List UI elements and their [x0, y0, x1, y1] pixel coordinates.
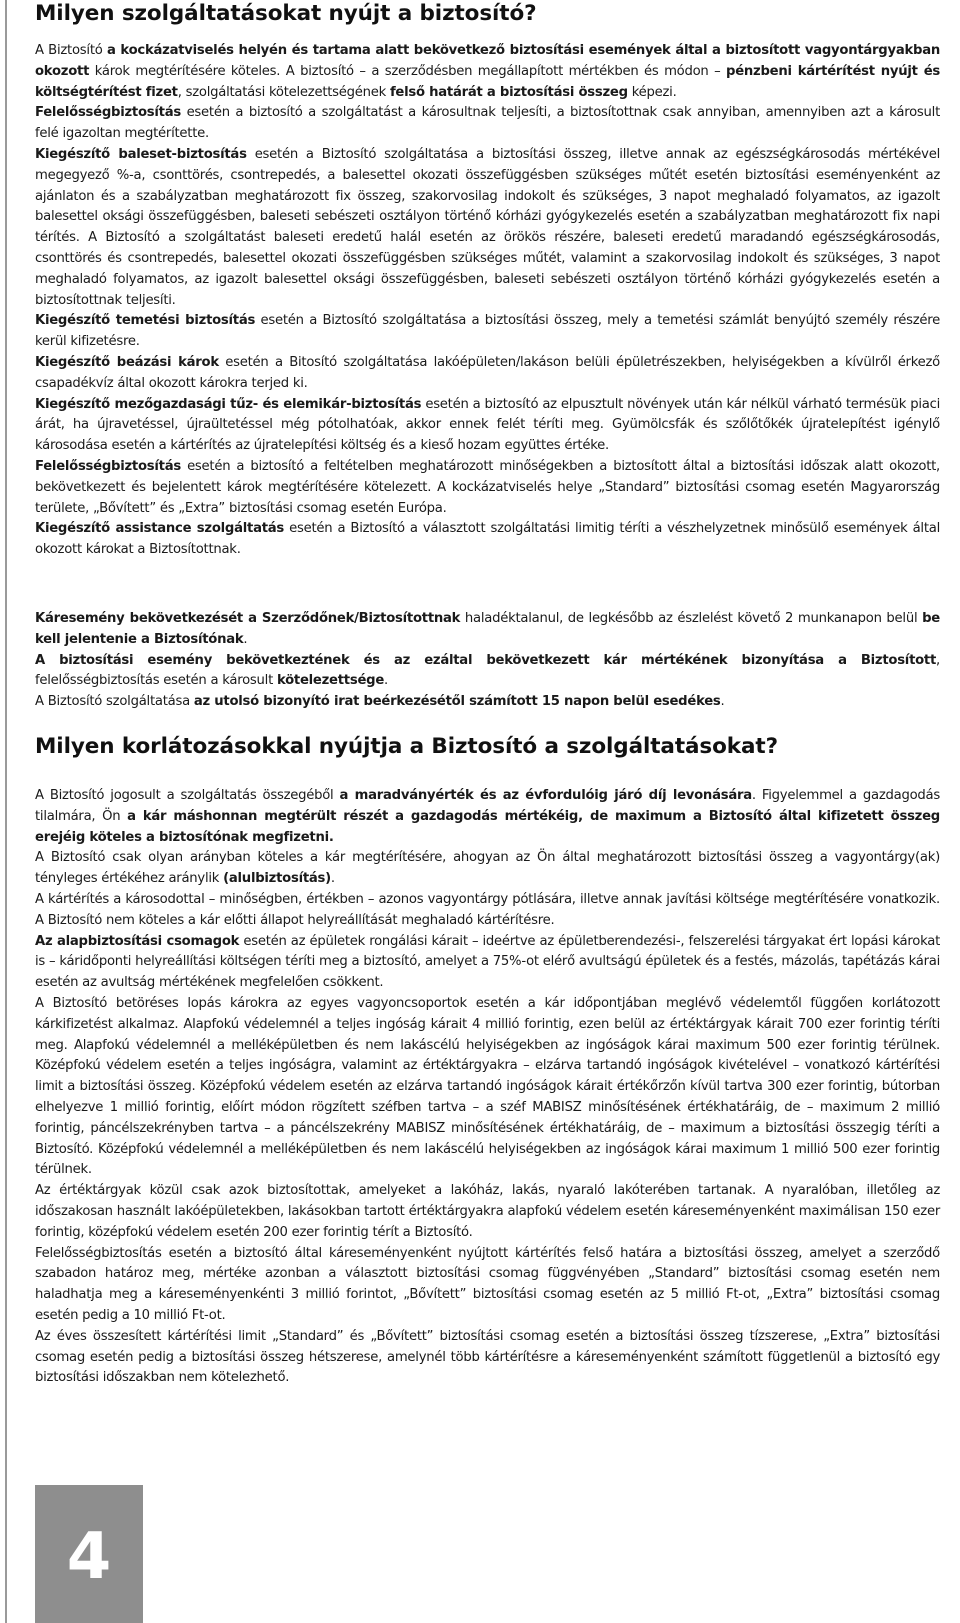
- paragraph-underinsurance: A Biztosító csak olyan arányban köteles a kár megtérítésére, ahogyan az Ön által meghatározott biztosítási összeg a vagyontárgy(ak) tényleges értékéhez aránylik (alulbiztosítás).: [35, 850, 940, 887]
- paragraph-assistance: Kiegészítő assistance szolgáltatás esetén a Biztosító a választott szolgáltatási limitig téríti a vészhelyzetnek minősülő események által okozott károkat a Biztosítottnak.: [35, 521, 940, 558]
- paragraph-replacement: A kártérítés a károsodottal – minőségben, értékben – azonos vagyontárgy pótlására, illetve annak javítási költsége megtérítésére vonatkozik. A Biztosító nem köteles a kár előtti állapot helyreállítását meghaladó kártérítésre.: [35, 891, 940, 928]
- paragraph-agricultural-insurance: Kiegészítő mezőgazdasági tűz- és elemikár-biztosítás esetén a biztosító az elpusztult növények után kár nélkül várható termésük piaci árát, ha újravetéssel, újraültetéssel még pótolhatóak, akkor ennek felét téríti meg. Gyümölcsfák és szőlőtőkék újratelepítést igénylő károsodása esetén a kártérítés az újratelepítési költség és a kieső hozam együttes értéke.: [35, 396, 940, 454]
- services-section: [35, 41, 940, 561]
- paragraph-deductions: A Biztosító jogosult a szolgáltatás összegéből a maradványérték és az évfordulóig járó díj levonására. Figyelemmel a gazdagodás tilalmára, Ön a kár máshonnan megtérült részét a gazdagodás mértékéig, de maximum a Biztosító által kifizetett összeg erejéig köteles a biztosítónak megfizetni.: [35, 788, 940, 845]
- claims-section: [35, 609, 940, 713]
- paragraph-coverage: A Biztosító a kockázatviselés helyén és tartama alatt bekövetkező biztosítási események által a biztosított vagyontárgyakban okozott károk megtérítésére köteles. A biztosító – a szerződésben megállapított mértékben és módon – pénzbeni kártérítést nyújt és költségtérítést fizet, szolgáltatási kötelezettségének felső határát a biztosítási összeg képezi.: [35, 43, 940, 100]
- section-heading-services: Milyen szolgáltatásokat nyújt a biztosító?: [35, 1, 537, 26]
- paragraph-burglary-limits: A Biztosító betöréses lopás károkra az egyes vagyoncsoportok esetén a kár időpontjában meglévő védelemtől függően korlátozott kárkifizetést alkalmaz. Alapfokú védelemnél a teljes ingóság kárait 4 millió forintig, ezen belül az értéktárgyak kárait 700 ezer forintig téríti meg. Alapfokú védelemnél a melléképületben és nem lakáscélú helyiségekben az ingóságok kárai maximum 500 ezer forintig térülnek. Középfokú védelem esetén a teljes ingóságra, valamint az értéktárgyakra – elzárva tartandó ingóságok kivételével – vonatkozó kártérítési limit a biztosítási összeg. Középfokú védelem esetén az elzárva tartandó ingóságok kárait értékőrzőn kívül tartva 300 ezer forintig, bútorban elhelyezve 1 millió forintig, előírt módon rögzített széfben tartva – a széf MABISZ minősítésének értékhatáráig, de – maximum 2 millió forintig, páncélszekrényben tartva – a páncélszekrény MABISZ minősítésének értékhatáráig, de – maximum a biztosítási összegig téríti a Biztosító. Középfokú védelemnél a melléképületben és nem lakáscélú helyiségekben az ingóságok kárai maximum 1 millió 500 ezer forintig térülnek.: [35, 995, 940, 1178]
- paragraph-liability-limits: Felelősségbiztosítás esetén a biztosító által káreseményenként nyújtott kártérítés felső határa a biztosítási összeg, amelyet a szerződő szabadon határoz meg, mértéke azonban a választott biztosítási csomag függvényében „Standard” biztosítási csomag esetén nem haladhatja meg a káreseményenkénti 3 millió forintot, „Bővített” biztosítási csomag esetén az 5 millió Ft-ot, „Extra” biztosítási csomag esetén pedig a 10 millió Ft-ot.: [35, 1245, 940, 1323]
- paragraph-funeral-insurance: Kiegészítő temetési biztosítás esetén a Biztosító szolgáltatása a biztosítási összeg, mely a temetési számlát benyújtó személy részére kerül kifizetésre.: [35, 313, 940, 350]
- limitations-section: [35, 786, 940, 1389]
- paragraph-base-packages: Az alapbiztosítási csomagok esetén az épületek rongálási kárait – ideértve az épületberendezési-, felszerelési tárgyakat ért lopási károkat is – káridőponti helyreállítási költségen téríti meg a biztosító, amelyet a 75%-ot elérő avultságú épületek és a festés, mázolás, tapétázás kárai esetén az avultság mértékének megfelelően csökkent.: [35, 933, 940, 991]
- paragraph-claim-reporting: Káresemény bekövetkezését a Szerződőnek/Biztosítottnak haladéktalanul, de legkésőbb az észlelést követő 2 munkanapon belül be kell jelentenie a Biztosítónak.: [35, 611, 940, 647]
- paragraph-valuables: Az értéktárgyak közül csak azok biztosítottak, amelyeket a lakóház, lakás, nyaraló lakóterében tartanak. A nyaralóban, illetőleg az időszakosan használt lakóépületekben, lakásokban tartott értéktárgyakra alapfokú védelem esetén káreseményenként maximálisan 150 ezer forintig, középfokú védelem esetén 200 ezer forintig térít a Biztosító.: [35, 1183, 940, 1240]
- page-number-box: [35, 1485, 143, 1623]
- paragraph-accident-insurance: Kiegészítő baleset-biztosítás esetén a Biztosító szolgáltatása a biztosítási összeg, illetve annak az egészségkárosodás mértékével megegyező %-a, csonttörés, csontrepedés, a balesettel okozati összefüggésben szükséges műtét esetén biztosítási eseményenként az ajánlaton és a szabályzatban meghatározott fix összeg, szakorvosilag indokolt és szükséges, 3 napot meghaladó folyamatos, az igazolt balesettel oksági összefüggésben, baleseti sebészeti osztályon történő kórházi gyógykezelés esetén a szabályzatban meghatározott fix napi térítés. A Biztosító a szolgáltatást baleseti eredetű halál esetén az örökös részére, baleseti eredetű maradandó egészségkárosodás, csonttörés és csontrepedés, balesettel okozati összefüggésben szükséges műtét, valamint a szakorvosilag indokolt és szükséges, 3 napot meghaladó folyamatos, az igazolt balesettel oksági összefüggésben, baleseti sebészeti osztályon történő kórházi gyógykezelés esetén a biztosítottnak teljesíti.: [35, 146, 940, 308]
- paragraph-liability-territory: Felelősségbiztosítás esetén a biztosító a feltételben meghatározott minőségekben a biztosított által a biztosítási időszak alatt okozott, bekövetkezett és bejelentett károk megtérítésére kötelezett. A kockázatviselés helye „Standard” biztosítási csomag esetén Magyarország területe, „Bővített” és „Extra” biztosítási csomag esetén Európa.: [35, 458, 940, 516]
- paragraph-leakage-damage: Kiegészítő beázási károk esetén a Bitosító szolgáltatása lakóépületen/lakáson belüli épületrészekben, helyiségekben a kívülről érkező csapadékvíz által okozott károkra terjed ki.: [35, 354, 941, 391]
- paragraph-liability: Felelősségbiztosítás esetén a biztosító a szolgáltatást a károsultnak teljesíti, a biztosítottnak csak annyiban, amennyiben azt a károsult felé igazoltan megtérítette.: [35, 105, 940, 142]
- paragraph-annual-limit: Az éves összesített kártérítési limit „Standard” és „Bővített” biztosítási csomag esetén a biztosítási összeg tízszerese, „Extra” biztosítási csomag esetén pedig a biztosítási összeg hétszerese, amelynél több kártérítésre a káreseményenként számított függetlenül a biztosító egy biztosítási időszakban nem kötelezhető.: [35, 1328, 940, 1386]
- page-number: 4: [66, 1520, 112, 1594]
- section-heading-limitations: Milyen korlátozásokkal nyújtja a Biztosító a szolgáltatásokat?: [35, 734, 778, 759]
- left-margin-rule: [5, 0, 7, 1623]
- paragraph-burden-of-proof: A biztosítási esemény bekövetkeztének és az ezáltal bekövetkezett kár mértékének bizonyítása a Biztosított, felelősségbiztosítás esetén a károsult kötelezettsége.: [35, 652, 940, 689]
- paragraph-payment-due: A Biztosító szolgáltatása az utolsó bizonyító irat beérkezésétől számított 15 napon belül esedékes.: [35, 694, 725, 710]
